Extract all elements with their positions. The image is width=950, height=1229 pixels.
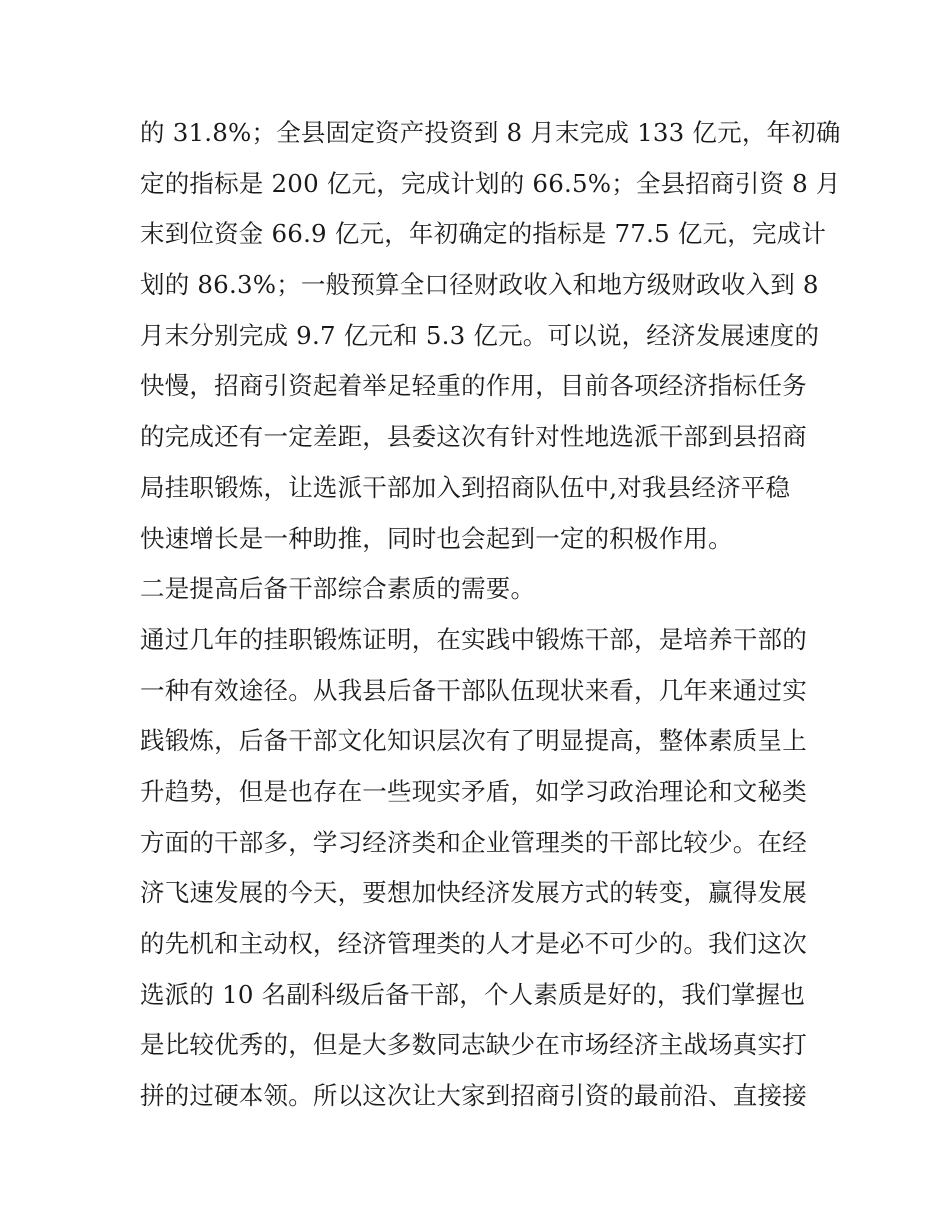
text-line: 通过几年的挂职锻炼证明，在实践中锻炼干部，是培养干部的: [140, 624, 807, 654]
text-line: 末到位资金 66.9 亿元，年初确定的指标是 77.5 亿元，完成计: [140, 219, 827, 249]
text-line: 一种有效途径。从我县后备干部队伍现状来看，几年来通过实: [140, 675, 807, 705]
text-line: 济飞速发展的今天，要想加快经济发展方式的转变，赢得发展: [140, 878, 807, 908]
text-line: 定的指标是 200 亿元，完成计划的 66.5%；全县招商引资 8 月: [140, 168, 841, 198]
text-line: 的完成还有一定差距，县委这次有针对性地选派干部到县招商: [140, 422, 807, 452]
text-line: 拼的过硬本领。所以这次让大家到招商引资的最前沿、直接接: [140, 1081, 807, 1111]
section-heading-line: 二是提高后备干部综合素质的需要。: [140, 574, 536, 604]
text-line: 方面的干部多，学习经济类和企业管理类的干部比较少。在经: [140, 827, 807, 857]
document-body-text: [140, 108, 841, 1122]
text-line: 是比较优秀的，但是大多数同志缺少在市场经济主战场真实打: [140, 1030, 807, 1060]
text-line: 选派的 10 名副科级后备干部，个人素质是好的，我们掌握也: [140, 979, 806, 1009]
text-line: 月末分别完成 9.7 亿元和 5.3 亿元。可以说，经济发展速度的: [140, 320, 820, 350]
text-line: 局挂职锻炼，让选派干部加入到招商队伍中,对我县经济平稳: [140, 472, 791, 502]
text-line: 的 31.8%；全县固定资产投资到 8 月末完成 133 亿元，年初确: [140, 118, 841, 147]
text-line: 划的 86.3%；一般预算全口径财政收入和地方级财政收入到 8: [140, 270, 819, 300]
text-line: 践锻炼，后备干部文化知识层次有了明显提高，整体素质呈上: [140, 726, 807, 756]
text-line: 快速增长是一种助推，同时也会起到一定的积极作用。: [140, 523, 733, 553]
text-line: 快慢，招商引资起着举足轻重的作用，目前各项经济指标任务: [140, 371, 807, 401]
text-line: 升趋势，但是也存在一些现实矛盾，如学习政治理论和文秘类: [140, 776, 807, 806]
text-line: 的先机和主动权，经济管理类的人才是必不可少的。我们这次: [140, 929, 807, 958]
